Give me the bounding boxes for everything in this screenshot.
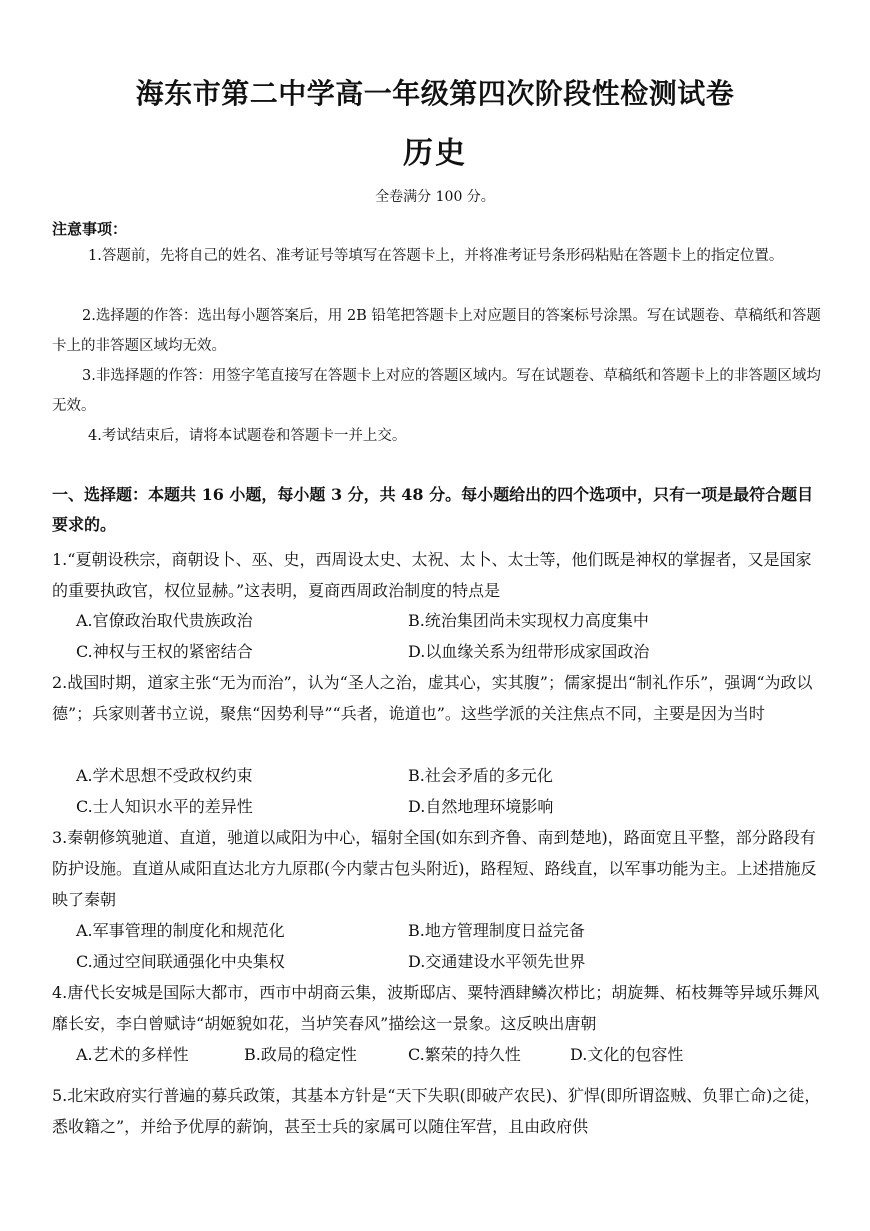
option-a: A.学术思想不受政权约束	[76, 766, 253, 785]
score-note: 全卷满分 100 分。	[375, 189, 495, 205]
note-item: 4.考试结束后，请将本试题卷和答题卡一并上交。	[88, 428, 407, 444]
option-c: C.士人知识水平的差异性	[76, 797, 253, 816]
option-d: D.交通建设水平领先世界	[408, 952, 586, 971]
note-item: 2.选择题的作答：选出每小题答案后，用 2B 铅笔把答题卡上对应题目的答案标号涂黑。写在试题卷、草稿纸和答题卡上的非答题区域均无效。	[52, 308, 821, 354]
option-a: A.官僚政治取代贵族政治	[76, 611, 253, 630]
section-heading: 一、选择题：本题共 16 小题，每小题 3 分，共 48 分。每小题给出的四个选项中，只有一项是最符合题目要求的。	[52, 485, 814, 534]
option-b: B.地方管理制度日益完备	[408, 921, 585, 940]
subject-title: 历史	[403, 136, 467, 171]
question-stem: 4.唐代长安城是国际大都市，西市中胡商云集，波斯邸店、粟特酒肆鳞次栉比；胡旋舞、柘枝舞等异域乐舞风靡长安，李白曾赋诗“胡姬貌如花，当垆笑春风”描绘这一景象。这反映出唐朝	[52, 983, 820, 1033]
option-b: B.政局的稳定性	[244, 1045, 357, 1064]
notes-heading: 注意事项：	[52, 220, 128, 238]
option-c: C.神权与王权的紧密结合	[76, 642, 253, 661]
option-a: A.艺术的多样性	[76, 1045, 189, 1064]
question-stem: 3.秦朝修筑驰道、直道，驰道以咸阳为中心，辐射全国(如东到齐鲁、南到楚地)，路面宽且平整，部分路段有防护设施。直道从咸阳直达北方九原郡(今内蒙古包头附近)，路程短、路线直，以军事功能为主。上述措施反映了秦朝	[52, 828, 817, 909]
option-b: B.统治集团尚未实现权力高度集中	[408, 611, 649, 630]
question-stem: 2.战国时期，道家主张“无为而治”，认为“圣人之治，虚其心，实其腹”；儒家提出“制礼作乐”，强调“为政以德”；兵家则著书立说，聚焦“因势利导”“兵者，诡道也”。这些学派的关注焦点不同，主要是因为当时	[52, 673, 813, 723]
option-b: B.社会矛盾的多元化	[408, 766, 553, 785]
note-item: 1.答题前，先将自己的姓名、准考证号等填写在答题卡上，并将准考证号条形码粘贴在答题卡上的指定位置。	[88, 248, 784, 264]
option-d: D.自然地理环境影响	[408, 797, 554, 816]
option-d: D.文化的包容性	[570, 1045, 684, 1064]
option-d: D.以血缘关系为纽带形成家国政治	[408, 642, 650, 661]
option-a: A.军事管理的制度化和规范化	[76, 921, 285, 940]
option-c: C.通过空间联通强化中央集权	[76, 952, 285, 971]
question-stem: 5.北宋政府实行普遍的募兵政策，其基本方针是“天下失职(即破产农民)、犷悍(即所谓盗贼、负罪亡命)之徒，悉收籍之”，并给予优厚的薪饷，甚至士兵的家属可以随住军营，且由政府供	[52, 1086, 821, 1136]
question-stem: 1.“夏朝设秩宗，商朝设卜、巫、史，西周设太史、太祝、太卜、太士等，他们既是神权的掌握者，又是国家的重要执政官，权位显赫。”这表明，夏商西周政治制度的特点是	[52, 550, 812, 600]
note-item: 3.非选择题的作答：用签字笔直接写在答题卡上对应的答题区域内。写在试题卷、草稿纸和答题卡上的非答题区域均无效。	[52, 368, 821, 414]
option-c: C.繁荣的持久性	[408, 1045, 521, 1064]
exam-title: 海东市第二中学高一年级第四次阶段性检测试卷	[135, 77, 735, 110]
